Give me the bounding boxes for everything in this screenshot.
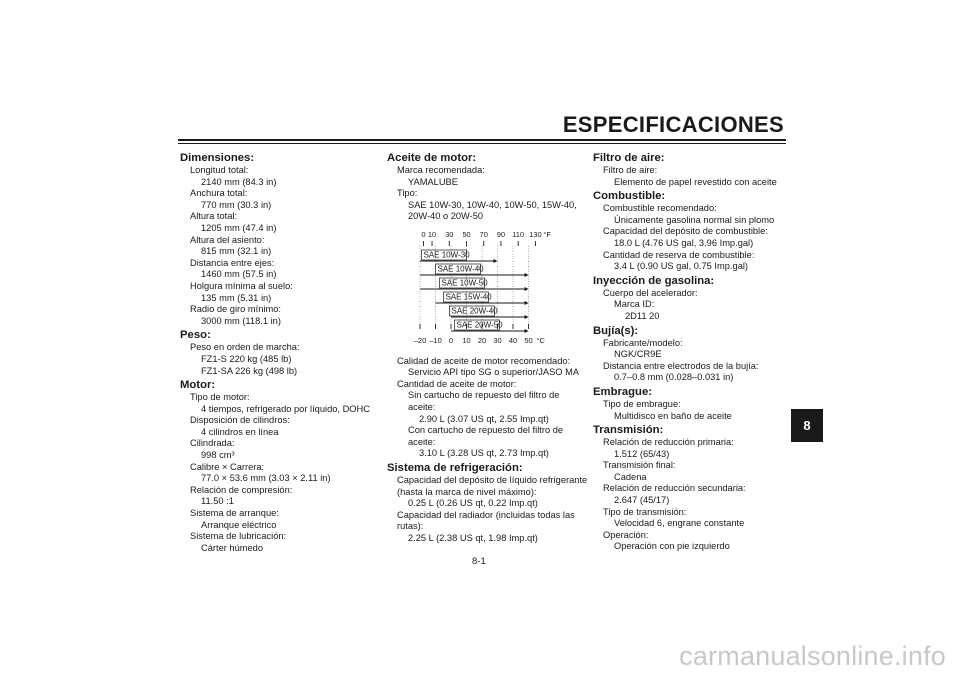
- spec-value: aceite:: [408, 401, 436, 412]
- viscosity-band-label: SAE 15W-40: [445, 292, 492, 302]
- fahrenheit-tick-label: 130: [529, 229, 542, 239]
- spec-value: Cárter húmedo: [201, 542, 264, 553]
- spec-column-3: [593, 150, 798, 553]
- spec-column-1: [180, 150, 385, 554]
- spec-value: Operación con pie izquierdo: [614, 541, 730, 552]
- spec-label: Cilindrada:: [190, 438, 235, 449]
- spec-value: Marca ID:: [614, 299, 655, 310]
- spec-label: Relación de reducción secundaria:: [603, 483, 746, 494]
- section-heading: Filtro de aire:: [593, 152, 665, 164]
- spec-value: 20W-40 o 20W-50: [408, 211, 484, 222]
- spec-label: Peso en orden de marcha:: [190, 342, 300, 353]
- viscosity-band-label: SAE 10W-40: [437, 264, 484, 274]
- section-heading: Bujía(s):: [593, 324, 639, 337]
- spec-label: Anchura total:: [190, 188, 248, 199]
- spec-value: Arranque eléctrico: [201, 519, 277, 530]
- celsius-tick-label: 50: [524, 335, 533, 345]
- celsius-tick-label: 0: [448, 335, 454, 345]
- spec-value: 2.90 L (3.07 US qt, 2.55 Imp.qt): [419, 413, 549, 424]
- viscosity-band-arrow: [525, 315, 529, 319]
- spec-value: 1205 mm (47.4 in): [201, 222, 277, 233]
- viscosity-band-arrow: [525, 287, 529, 291]
- celsius-tick-label: 20: [477, 335, 487, 345]
- spec-label: Marca recomendada:: [397, 165, 485, 175]
- spec-value: 77.0 × 53.6 mm (3.03 × 2.11 in): [201, 473, 331, 484]
- spec-label: Tipo de transmisión:: [603, 506, 687, 517]
- spec-value: Sin cartucho de repuesto del filtro de: [408, 390, 560, 401]
- spec-value: 2D11 20: [625, 310, 660, 321]
- spec-value: Multidisco en baño de aceite: [614, 410, 732, 421]
- spec-value: 770 mm (30.3 in): [201, 199, 272, 210]
- spec-value: 2140 mm (84.3 in): [201, 176, 277, 187]
- spec-value: Cadena: [614, 471, 647, 482]
- page-title: ESPECIFICACIONES: [562, 112, 784, 137]
- celsius-tick-label: –10: [429, 335, 442, 345]
- spec-value: 4 cilindros en línea: [201, 426, 279, 437]
- fahrenheit-tick-label: 90: [496, 229, 506, 239]
- section-heading: Dimensiones:: [180, 152, 255, 164]
- spec-value: aceite:: [408, 436, 436, 447]
- fahrenheit-unit: °F: [543, 229, 551, 239]
- spec-label: Cantidad de aceite de motor:: [397, 378, 517, 389]
- fahrenheit-tick-label: 70: [479, 229, 488, 239]
- viscosity-band-arrow: [525, 329, 529, 333]
- celsius-unit: °C: [536, 335, 545, 345]
- spec-label: (hasta la marca de nivel máximo):: [397, 486, 537, 497]
- viscosity-band-arrow: [494, 259, 498, 263]
- section-heading: Peso:: [180, 329, 211, 342]
- spec-label: Tipo de embrague:: [603, 398, 681, 409]
- viscosity-band-label: SAE 10W-30: [423, 250, 470, 260]
- spec-value: FZ1-S 220 kg (485 lb): [201, 353, 292, 364]
- fahrenheit-tick-label: 110: [512, 229, 525, 239]
- viscosity-band-label: SAE 10W-50: [441, 278, 488, 288]
- section-heading: Aceite de motor:: [387, 152, 477, 164]
- spec-value: Elemento de papel revestido con aceite: [614, 176, 777, 187]
- spec-value: 4 tiempos, refrigerado por líquido, DOHC: [201, 403, 370, 414]
- spec-label: Filtro de aire:: [603, 165, 658, 175]
- fahrenheit-tick-label: 30: [445, 229, 454, 239]
- header-rule-thick: [178, 139, 786, 141]
- fahrenheit-tick-label: 50: [462, 229, 471, 239]
- celsius-tick-label: –20: [413, 335, 427, 345]
- spec-label: Holgura mínima al suelo:: [190, 280, 293, 291]
- viscosity-band-arrow: [525, 273, 529, 277]
- spec-value: 1460 mm (57.5 in): [201, 269, 277, 280]
- viscosity-band-label: SAE 20W-40: [451, 306, 498, 316]
- spec-value: 18.0 L (4.76 US gal, 3.96 Imp.gal): [614, 237, 754, 248]
- spec-label: Distancia entre electrodos de la bujía:: [603, 360, 759, 371]
- spec-value: 135 mm (5.31 in): [201, 292, 272, 303]
- spec-label: Distancia entre ejes:: [190, 257, 275, 268]
- spec-label: Sistema de arranque:: [190, 508, 279, 519]
- spec-label: Relación de reducción primaria:: [603, 437, 734, 448]
- spec-value: Únicamente gasolina normal sin plomo: [614, 214, 775, 225]
- spec-value: FZ1-SA 226 kg (498 lb): [201, 365, 298, 376]
- spec-value: 815 mm (32.1 in): [201, 246, 272, 257]
- spec-label: Transmisión final:: [603, 460, 676, 471]
- spec-label: Capacidad del radiador (incluidas todas las: [397, 509, 575, 520]
- spec-label: Operación:: [603, 529, 649, 540]
- spec-label: rutas):: [397, 521, 424, 532]
- section-heading: Motor:: [180, 379, 216, 392]
- spec-value: 1.512 (65/43): [614, 448, 670, 459]
- spec-label: Altura total:: [190, 211, 238, 222]
- spec-value: Con cartucho de repuesto del filtro de: [408, 425, 564, 436]
- spec-label: Tipo de motor:: [190, 392, 250, 403]
- fahrenheit-tick-label: 0: [421, 229, 426, 239]
- spec-label: Fabricante/modelo:: [603, 337, 683, 348]
- spec-label: Cuerpo del acelerador:: [603, 287, 698, 298]
- header-rule-thin: [178, 143, 786, 144]
- spec-label: Longitud total:: [190, 165, 249, 175]
- viscosity-band-label: SAE 20W-50: [456, 320, 503, 330]
- spec-label: Capacidad del depósito de líquido refrigerante: [397, 474, 588, 485]
- spec-value: 3000 mm (118.1 in): [201, 315, 281, 326]
- spec-label: Sistema de lubricación:: [190, 531, 287, 542]
- watermark: carmanualsonline.info: [679, 641, 946, 671]
- section-heading: Embrague:: [593, 385, 653, 398]
- fahrenheit-tick-label: 10: [427, 229, 437, 239]
- spec-value: 998 cm³: [201, 450, 235, 461]
- spec-value: 3.4 L (0.90 US gal, 0.75 Imp.gal): [614, 261, 749, 272]
- spec-value: 11.50 :1: [201, 496, 234, 507]
- spec-label: Calidad de aceite de motor recomendado:: [397, 355, 571, 366]
- page-number: 8-1: [472, 556, 486, 567]
- spec-label: Disposición de cilindros:: [190, 415, 290, 426]
- section-heading: Sistema de refrigeración:: [387, 461, 523, 474]
- spec-label: Calibre × Carrera:: [190, 461, 265, 472]
- spec-label: Combustible recomendado:: [603, 203, 717, 214]
- spec-value: 0.7–0.8 mm (0.028–0.031 in): [614, 372, 734, 383]
- spec-value: 3.10 L (3.28 US qt, 2.73 Imp.qt): [419, 448, 549, 459]
- spec-value: Servicio API tipo SG o superior/JASO MA: [408, 367, 580, 378]
- chapter-tab: 8: [791, 409, 823, 442]
- spec-value: NGK/CR9E: [614, 349, 662, 360]
- spec-column-2: [387, 150, 592, 544]
- spec-value: SAE 10W-30, 10W-40, 10W-50, 15W-40,: [408, 199, 577, 210]
- spec-label: Capacidad del depósito de combustible:: [603, 226, 768, 237]
- spec-value: 2.647 (45/17): [614, 495, 670, 506]
- spec-label: Relación de compresión:: [190, 484, 293, 495]
- spec-value: Velocidad 6, engrane constante: [614, 518, 745, 529]
- section-heading: Inyección de gasolina:: [593, 274, 715, 287]
- oil-viscosity-chart: [387, 228, 562, 348]
- celsius-tick-label: 40: [508, 335, 518, 345]
- celsius-tick-label: 30: [493, 335, 502, 345]
- spec-label: Radio de giro mínimo:: [190, 304, 281, 315]
- section-heading: Combustible:: [593, 190, 666, 203]
- spec-label: Tipo:: [397, 188, 418, 199]
- viscosity-band-arrow: [525, 301, 529, 305]
- spec-value: 2.25 L (2.38 US qt, 1.98 Imp.qt): [408, 532, 538, 543]
- spec-label: Cantidad de reserva de combustible:: [603, 249, 755, 260]
- section-heading: Transmisión:: [593, 424, 664, 437]
- celsius-tick-label: 10: [462, 335, 471, 345]
- spec-value: YAMALUBE: [408, 176, 458, 187]
- spec-label: Altura del asiento:: [190, 234, 265, 245]
- spec-value: 0.25 L (0.26 US qt, 0.22 Imp.qt): [408, 498, 538, 509]
